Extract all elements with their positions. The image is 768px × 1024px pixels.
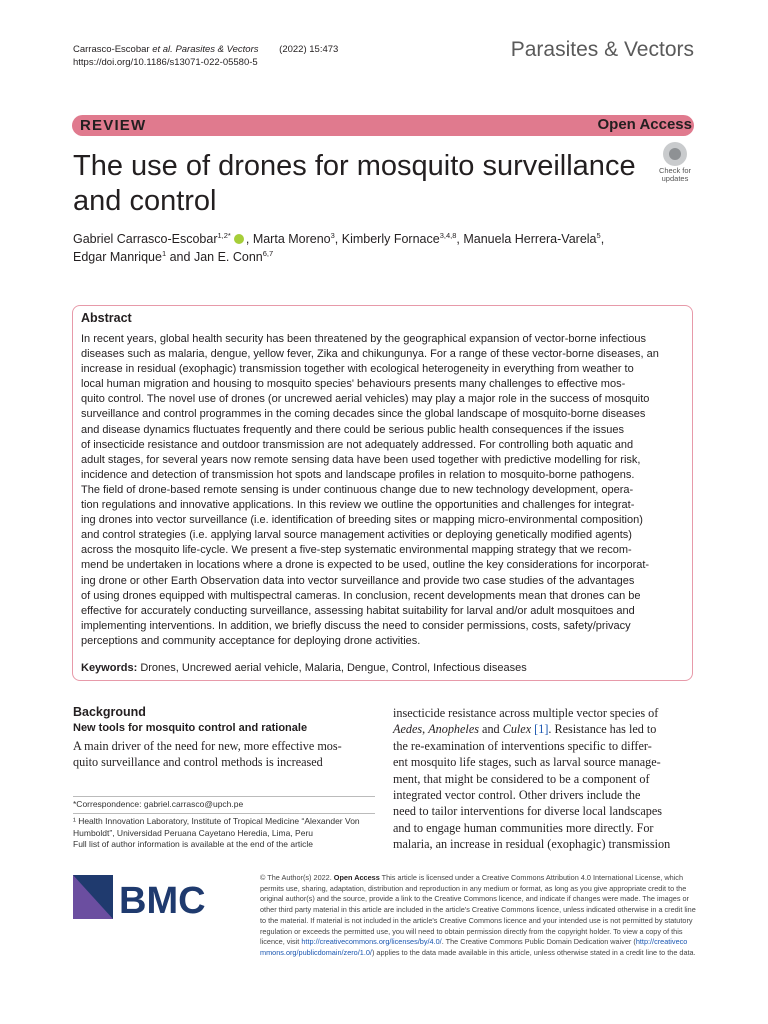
keywords bbox=[81, 662, 527, 674]
author-name: Edgar Manrique bbox=[73, 250, 162, 264]
abstract-text bbox=[81, 332, 686, 649]
keywords-label: Keywords: bbox=[81, 662, 138, 674]
running-header bbox=[73, 43, 338, 69]
article-title: The use of drones for mosquito surveillance and control bbox=[73, 150, 636, 217]
text-line: increase in residual (exophagic) transmission together with ecological heterogeneity in everything from weather to bbox=[81, 363, 634, 376]
bmc-logo-text: BMC bbox=[119, 880, 206, 922]
text-line: effective for accurately conducting surveillance, assessing habitat suitability for larval and/or adult mosquitoes and bbox=[81, 604, 635, 617]
text-line: and disease dynamics fluctuates frequently and there could be serious public health consequences if the issues bbox=[81, 423, 625, 436]
text-line: ¹ Health Innovation Laboratory, Institute of Tropical Medicine “Alexander Von bbox=[73, 816, 360, 826]
text-line: quito surveillance and control methods is increased bbox=[73, 755, 323, 770]
author-name: Manuela Herrera-Varela bbox=[463, 232, 597, 246]
text-line: and control strategies (i.e. applying larval source management activities or deploying genetically modified agents) bbox=[81, 529, 632, 542]
bmc-logo bbox=[73, 873, 213, 923]
article-type-label: REVIEW bbox=[80, 117, 147, 134]
header-citation: et al. Parasites & Vectors bbox=[152, 44, 259, 55]
section-heading-background: Background bbox=[73, 705, 146, 719]
footnote-divider bbox=[73, 796, 375, 797]
text-line: perceptions and community acceptance for deploying drone activities. bbox=[81, 634, 421, 647]
header-authors: Carrasco-Escobar bbox=[73, 44, 150, 55]
orcid-icon[interactable] bbox=[234, 234, 244, 244]
author-name: Marta Moreno bbox=[252, 232, 331, 246]
keywords-list: Drones, Uncrewed aerial vehicle, Malaria, Dengue, Control, Infectious diseases bbox=[140, 662, 527, 674]
footnote-divider bbox=[73, 813, 375, 814]
author-affiliation-marker: 6,7 bbox=[262, 249, 274, 258]
author-affiliation-marker: 5 bbox=[596, 231, 601, 240]
text-line: insecticide resistance across multiple vector species of bbox=[393, 706, 659, 720]
text-line: local human migration and housing to mosquito species' behaviours presents many challenges to effective mos- bbox=[81, 378, 626, 391]
background-paragraph bbox=[73, 738, 375, 771]
check-for-updates-badge[interactable] bbox=[655, 142, 695, 183]
license-text: © The Author(s) 2022. Open Access This article is licensed under a Creative Commons Attribution 4.0 International License, which permits use, sharing, adaptation, distribution and reproduction in any medium or format, as long as you give appropriate credit to the original author(s) and the source, provide a link to the Creative Commons licence, and indicate if changes were made. The images or other third party material in this article are included in the article's Creative Commons licence, unless indicated otherwise in a credit line to the material. If material is not included in the article's Creative Commons licence and your intended use is not permitted by statutory regulation or exceeds the permitted use, you will need to obtain permission directly from the copyright holder. To view a copy of this licence, visit http://creativecommons.org/licenses/by/4.0/. The Creative Commons Public Domain Dedication waiver (http://creativeco mmons.org/publicdomain/zero/1.0/) applies to the data made available in this article, unless otherwise stated in a credit line to the data. bbox=[260, 873, 696, 957]
text-line: Aedes, Anopheles and Culex [1]. Resistance has led to bbox=[393, 722, 657, 737]
text-line: and to engage human communities more directly. For bbox=[393, 820, 654, 835]
badge-label: Check for updates bbox=[658, 166, 692, 183]
text-line: surveillance and control programmes in the coming decades since the global landscape of mosquito-borne diseases bbox=[81, 408, 646, 421]
author-affiliation-marker: 1 bbox=[161, 249, 167, 258]
text-line: In recent years, global health security has been threatened by the geographical expansion of vector-borne infectious bbox=[81, 333, 647, 345]
correspondence-note: *Correspondence: gabriel.carrasco@upch.pe bbox=[73, 799, 244, 809]
text-line: need to tailor interventions for diverse local landscapes bbox=[393, 804, 663, 819]
subsection-heading: New tools for mosquito control and rationale bbox=[73, 722, 308, 734]
text-line: implementing interventions. In addition, we briefly discuss the need to consider permissions, costs, safety/privacy bbox=[81, 619, 631, 632]
author-name: Jan E. Conn bbox=[193, 250, 263, 264]
author-name: Gabriel Carrasco-Escobar bbox=[73, 232, 218, 246]
journal-name: Parasites & Vectors bbox=[510, 38, 694, 61]
text-line: of using drones equipped with multispectral cameras. In conclusion, recent developments mean that drones can be bbox=[81, 589, 641, 602]
text-line: tion regulations and innovative applications. In this review we outline the opportunities and challenges for integrat- bbox=[81, 499, 635, 512]
citation-link[interactable]: [1] bbox=[534, 722, 549, 737]
cc-zero-link-cont[interactable]: mmons.org/publicdomain/zero/1.0/ bbox=[260, 947, 372, 957]
text-line: quito control. The novel use of drones (or uncrewed aerial vehicles) may play a major role in the success of mosquito bbox=[81, 393, 650, 406]
text-line: mend be undertaken in locations where a drone is expected to be used, outline the key considerations for incorporat- bbox=[81, 559, 650, 572]
right-column-paragraph bbox=[393, 705, 695, 853]
text-line: ment, that might be considered to be a component of bbox=[393, 771, 650, 786]
author-name: Kimberly Fornace bbox=[341, 232, 440, 246]
text-line: The field of drone-based remote sensing is under continuous change due to new technology development, opera- bbox=[81, 483, 634, 496]
cc-zero-link[interactable]: http://creativeco bbox=[635, 937, 688, 947]
abstract-heading: Abstract bbox=[81, 311, 132, 325]
header-doi-link[interactable]: https://doi.org/10.1186/s13071-022-05580-5 bbox=[73, 57, 258, 68]
text-line: ing drones into vector surveillance (i.e. identification of breeding sites or mapping micro-environmental composition) bbox=[81, 514, 643, 527]
text-line: the re-examination of interventions specific to differ- bbox=[393, 738, 652, 753]
text-line: of insecticide resistance and outdoor transmission are not adequately addressed. For controlling both aquatic and bbox=[81, 438, 634, 451]
right-column-rest bbox=[393, 738, 695, 853]
text-line: ing drone or other Earth Observation data into vector surveillance and provide two case studies of the advantages bbox=[81, 574, 635, 587]
author-affiliation-marker: 3,4,8 bbox=[439, 231, 457, 240]
text-line: integrated vector control. Other drivers include the bbox=[393, 788, 641, 803]
text-line: across the mosquito life-cycle. We present a five-step systematic environmental mapping strategy that we recom- bbox=[81, 544, 632, 557]
affiliation-note bbox=[73, 816, 383, 851]
text-line: Humboldt”, Universidad Peruana Cayetano Heredia, Lima, Peru bbox=[73, 827, 314, 838]
text-line: A main driver of the need for new, more effective mos- bbox=[73, 739, 342, 753]
header-year-volume: (2022) 15:473 bbox=[279, 44, 339, 55]
check-for-updates-icon bbox=[663, 142, 687, 166]
text-line: Full list of author information is available at the end of the article bbox=[73, 839, 314, 849]
author-affiliation-marker: 3 bbox=[330, 231, 335, 240]
cc-license-link[interactable]: http://creativecommons.org/licenses/by/4.0/ bbox=[301, 937, 442, 947]
text-line: adult stages, for several years now remote sensing data have been used together with predictive modelling for risk, bbox=[81, 453, 641, 466]
author-affiliation-marker: 1,2* bbox=[217, 231, 231, 240]
text-line: ent mosquito life stages, such as larval source manage- bbox=[393, 755, 661, 770]
text-line: malaria, an increase in residual (exophagic) transmission bbox=[393, 837, 671, 852]
text-line: incidence and detection of transmission hot spots and landscape profiles in relation to mosquito-borne pathogens. bbox=[81, 468, 635, 481]
text-line: diseases such as malaria, dengue, yellow fever, Zika and chikungunya. For a range of these vector-borne diseases, an bbox=[81, 348, 659, 361]
open-access-label: Open Access bbox=[597, 116, 692, 133]
author-list: Gabriel Carrasco-Escobar$^{1,2*}$ , Marta Moreno$^3$, Kimberly Fornace$^{3,4,8}$, Manuela Herrera-Varela$^5$, Edgar Manrique$^1$ and Jan E. Conn$^{6,7}$ bbox=[73, 231, 605, 264]
